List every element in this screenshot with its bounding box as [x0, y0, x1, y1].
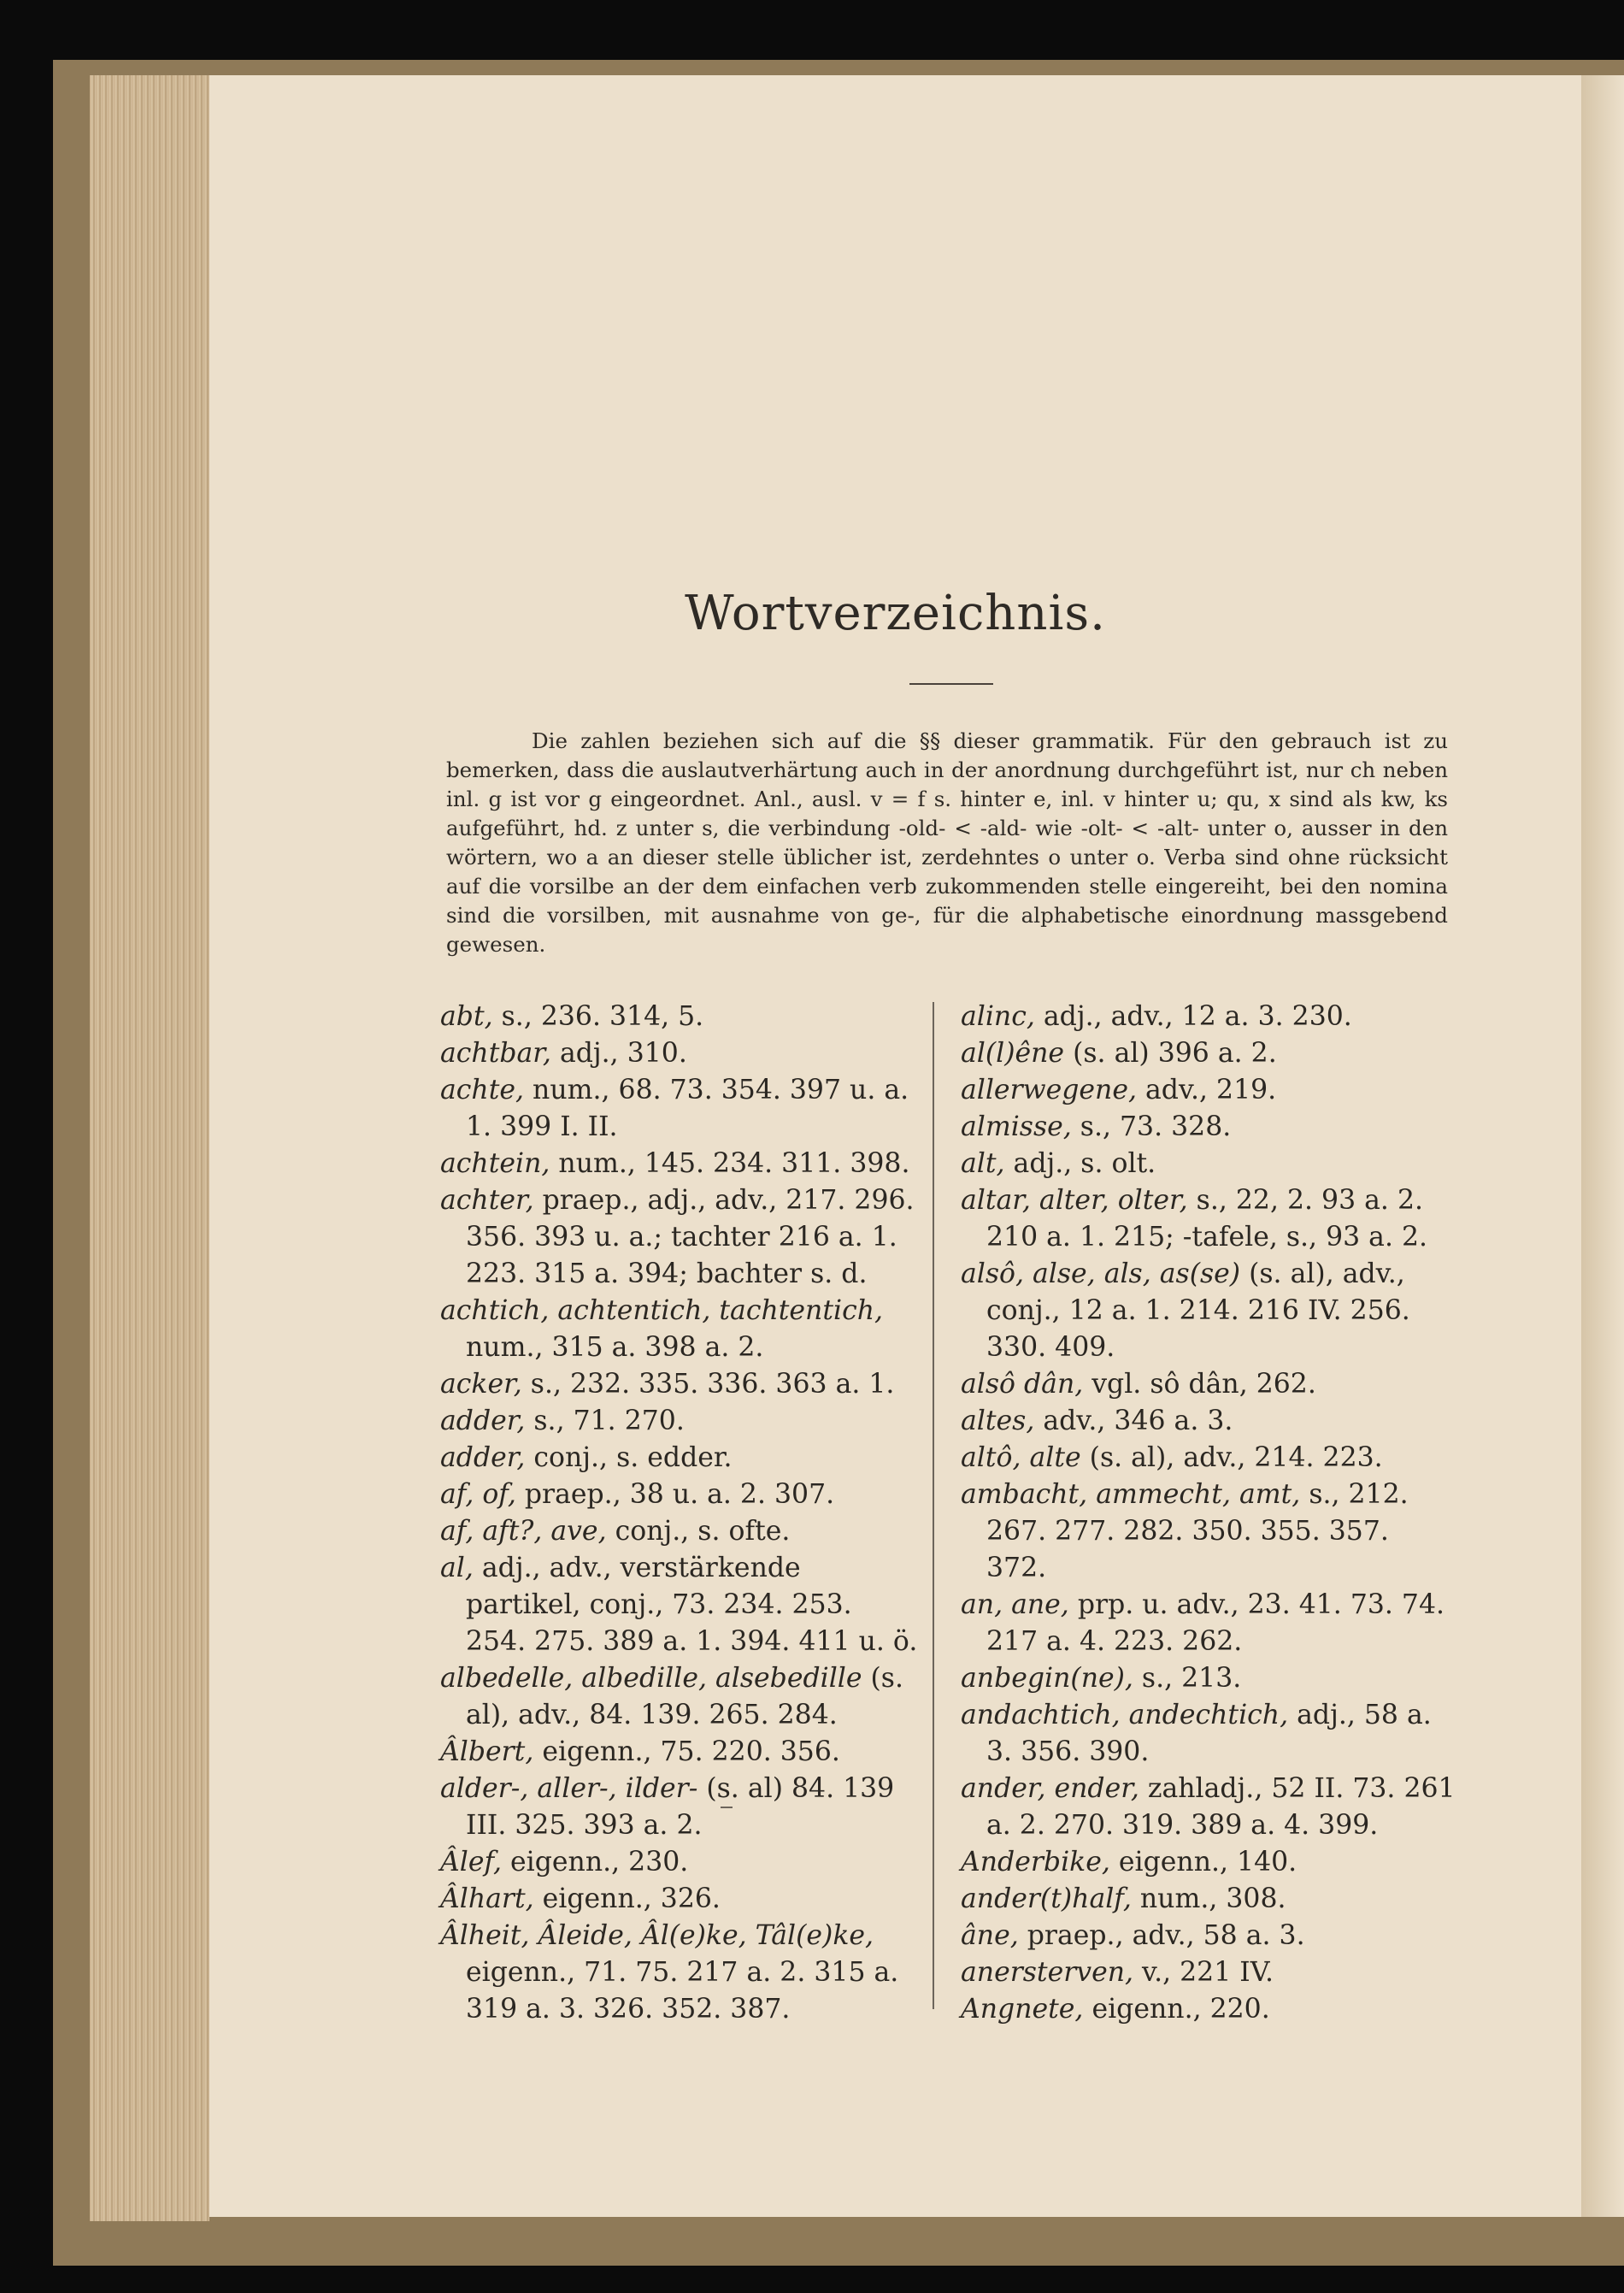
entry-references: eigenn., 71. 75. 217 a. 2. 315 a. 319 a. 3. 326. 352. 387. [466, 1957, 899, 2025]
entry-references: praep., adj., adv., 217. 296. 356. 393 u. a.; tachter 216 a. 1. 223. 315 a. 394; bachter s. d. [466, 1185, 915, 1289]
index-entry [440, 1182, 919, 1293]
entry-lemma: alsô dân, [961, 1369, 1084, 1400]
index-entry [440, 1660, 919, 1734]
entry-references: praep., adv., 58 a. 3. [1018, 1920, 1305, 1951]
entry-lemma: alsô, alse, als, as(se) [961, 1258, 1241, 1289]
column-divider [933, 1002, 934, 2009]
index-entry [440, 1072, 919, 1146]
index-entry [961, 999, 1456, 1035]
entry-references: eigenn., 230. [502, 1847, 689, 1877]
index-entry [440, 1513, 919, 1550]
entry-lemma: al, [440, 1553, 474, 1583]
entry-references: s., 236. 314, 5. [492, 1001, 704, 1032]
entry-references: num., 145. 234. 311. 398. [550, 1148, 910, 1179]
entry-lemma: anbegin(ne), [961, 1663, 1133, 1694]
entry-references: vgl. sô dân, 262. [1083, 1369, 1316, 1400]
index-entry [440, 1771, 919, 1844]
entry-references: num., 68. 73. 354. 397 u. a. 1. 399 I. II. [466, 1075, 909, 1142]
entry-lemma: adder, [440, 1442, 526, 1473]
entry-references: adj., 310. [550, 1038, 687, 1069]
entry-lemma: altô, alte [961, 1442, 1081, 1473]
entry-lemma: âne, [961, 1920, 1019, 1951]
entry-lemma: Âlbert, [440, 1736, 534, 1767]
entry-lemma: alder-, aller-, ilder- [440, 1773, 698, 1804]
index-entry [440, 1366, 919, 1403]
entry-references: eigenn., 140. [1109, 1847, 1297, 1877]
entry-lemma: Anderbike, [961, 1847, 1110, 1877]
entry-lemma: Âlhart, [440, 1883, 534, 1914]
entry-lemma: abt, [440, 1001, 493, 1032]
entry-lemma: alinc, [961, 1001, 1035, 1032]
right-column [961, 999, 1456, 2028]
index-entry [961, 1072, 1456, 1109]
index-entry [440, 1550, 919, 1660]
entry-lemma: Âlheit, Âleide, Âl(e)ke, Tâl(e)ke, [440, 1920, 874, 1951]
title-rule [909, 683, 993, 685]
index-entry [961, 1918, 1456, 1954]
entry-references: s., 73. 328. [1071, 1111, 1232, 1142]
index-entry [961, 1366, 1456, 1403]
index-entry [440, 1844, 919, 1881]
entry-references: v., 221 IV. [1133, 1957, 1274, 1988]
entry-references: (s. al), adv., conj., 12 a. 1. 214. 216 IV. 256. 330. 409. [986, 1258, 1410, 1363]
entry-references: num., 308. [1131, 1883, 1286, 1914]
entry-lemma: albedelle, albedille, alsebedille [440, 1663, 862, 1694]
entry-lemma: anersterven, [961, 1957, 1134, 1988]
stray-mark [721, 1807, 733, 1808]
entry-references: s., 71. 270. [525, 1406, 685, 1436]
facing-page-edge [1581, 75, 1624, 2217]
entry-references: (s. al) 396 a. 2. [1064, 1038, 1277, 1069]
entry-lemma: ander(t)half, [961, 1883, 1132, 1914]
index-entry [440, 1477, 919, 1513]
entry-references: eigenn., 326. [533, 1883, 721, 1914]
index-entry [440, 1035, 919, 1072]
entry-lemma: adder, [440, 1406, 526, 1436]
index-entry [961, 1881, 1456, 1918]
entry-references: s., 232. 335. 336. 363 a. 1. [521, 1369, 895, 1400]
entry-lemma: achtein, [440, 1148, 550, 1179]
index-entry [961, 1146, 1456, 1182]
index-entry [961, 1256, 1456, 1366]
entry-lemma: Âlef, [440, 1847, 503, 1877]
entry-references: praep., 38 u. a. 2. 307. [515, 1479, 835, 1510]
page-edges [90, 75, 209, 2221]
entry-references: (s. al), adv., 84. 139. 265. 284. [466, 1663, 903, 1730]
entry-references: adv., 346 a. 3. [1034, 1406, 1233, 1436]
index-entry [961, 1587, 1456, 1660]
entry-lemma: ander, ender, [961, 1773, 1139, 1804]
entry-references: zahladj., 52 II. 73. 261 a. 2. 270. 319. 389 a. 4. 399. [986, 1773, 1456, 1841]
index-entry [961, 1697, 1456, 1771]
index-entry [961, 1403, 1456, 1440]
entry-lemma: af, of, [440, 1479, 516, 1510]
index-entry [440, 1403, 919, 1440]
entry-references: adv., 219. [1136, 1075, 1277, 1105]
entry-lemma: alt, [961, 1148, 1005, 1179]
entry-lemma: andachtich, andechtich, [961, 1700, 1289, 1730]
entry-lemma: allerwegene, [961, 1075, 1137, 1105]
entry-lemma: altes, [961, 1406, 1035, 1436]
index-entry [440, 1146, 919, 1182]
entry-references: conj., s. edder. [525, 1442, 733, 1473]
entry-lemma: almisse, [961, 1111, 1072, 1142]
entry-lemma: achter, [440, 1185, 534, 1216]
index-entry [961, 1477, 1456, 1587]
index-entry [440, 1881, 919, 1918]
entry-references: num., 315 a. 398 a. 2. [466, 1332, 764, 1363]
entry-references: adj., adv., 12 a. 3. 230. [1034, 1001, 1352, 1032]
entry-references: prp. u. adv., 23. 41. 73. 74. 217 a. 4. 223. 262. [986, 1589, 1445, 1657]
index-entry [440, 1293, 919, 1366]
entry-lemma: al(l)êne [961, 1038, 1065, 1069]
entry-lemma: ambacht, ammecht, amt, [961, 1479, 1301, 1510]
index-entry [961, 1954, 1456, 1991]
index-entry [961, 1182, 1456, 1256]
entry-lemma: altar, alter, olter, [961, 1185, 1188, 1216]
entry-references: conj., s. ofte. [606, 1516, 791, 1547]
page-title: Wortverzeichnis. [685, 586, 1106, 641]
entry-references: eigenn., 220. [1083, 1994, 1270, 2025]
entry-references: s., 22, 2. 93 a. 2. 210 a. 1. 215; -tafele, s., 93 a. 2. [986, 1185, 1428, 1253]
entry-references: (s. al), adv., 214. 223. [1080, 1442, 1383, 1473]
entry-lemma: Angnete, [961, 1994, 1084, 2025]
left-column [440, 999, 919, 2028]
entry-references: eigenn., 75. 220. 356. [533, 1736, 840, 1767]
index-entry [961, 1660, 1456, 1697]
index-entry [440, 1734, 919, 1771]
entry-lemma: an, ane, [961, 1589, 1069, 1620]
index-entry [440, 999, 919, 1035]
index-entry [440, 1918, 919, 2028]
entry-references: adj., 58 a. 3. 356. 390. [986, 1700, 1432, 1767]
entry-lemma: af, aft?, ave, [440, 1516, 607, 1547]
entry-references: adj., s. olt. [1004, 1148, 1156, 1179]
index-entry [961, 1771, 1456, 1844]
index-entry [961, 1844, 1456, 1881]
entry-references: adj., adv., verstärkende partikel, conj., 73. 234. 253. 254. 275. 389 a. 1. 394. 411 u. ö. [466, 1553, 918, 1657]
entry-lemma: acker, [440, 1369, 522, 1400]
index-entry [961, 1109, 1456, 1146]
entry-references: s., 213. [1133, 1663, 1242, 1694]
entry-lemma: achte, [440, 1075, 525, 1105]
entry-lemma: achtbar, [440, 1038, 551, 1069]
index-entry [961, 1991, 1456, 2028]
index-entry [961, 1035, 1456, 1072]
entry-references: s., 212. 267. 277. 282. 350. 355. 357. 372. [986, 1479, 1409, 1583]
entry-references: (s. al) 84. 139 III. 325. 393 a. 2. [466, 1773, 895, 1841]
entry-lemma: achtich, achtentich, tachtentich, [440, 1295, 884, 1326]
intro-paragraph: Die zahlen beziehen sich auf die §§ dieser grammatik. Für den gebrauch ist zu bemerken, dass die auslautverhärtung auch in der anordnung durchgeführt ist, nur ch neben inl. g ist vor g eingeordnet. Anl., ausl. v = f s. hinter e, inl. v hinter u; qu, x sind als kw, ks aufgeführt, hd. z unter s, die verbindung -old- < -ald- wie -olt- < -alt- unter o, ausser in den wörtern, wo a an dieser stelle üblicher ist, zerdehntes o unter o. Verba sind ohne rücksicht auf die vorsilbe an der dem einfachen verb zukommenden stelle eingereiht, bei den nomina sind die vorsilben, mit ausnahme von ge-, für die alphabetische einordnung massgebend gewesen. [446, 728, 1448, 957]
index-entry [440, 1440, 919, 1477]
index-entry [961, 1440, 1456, 1477]
